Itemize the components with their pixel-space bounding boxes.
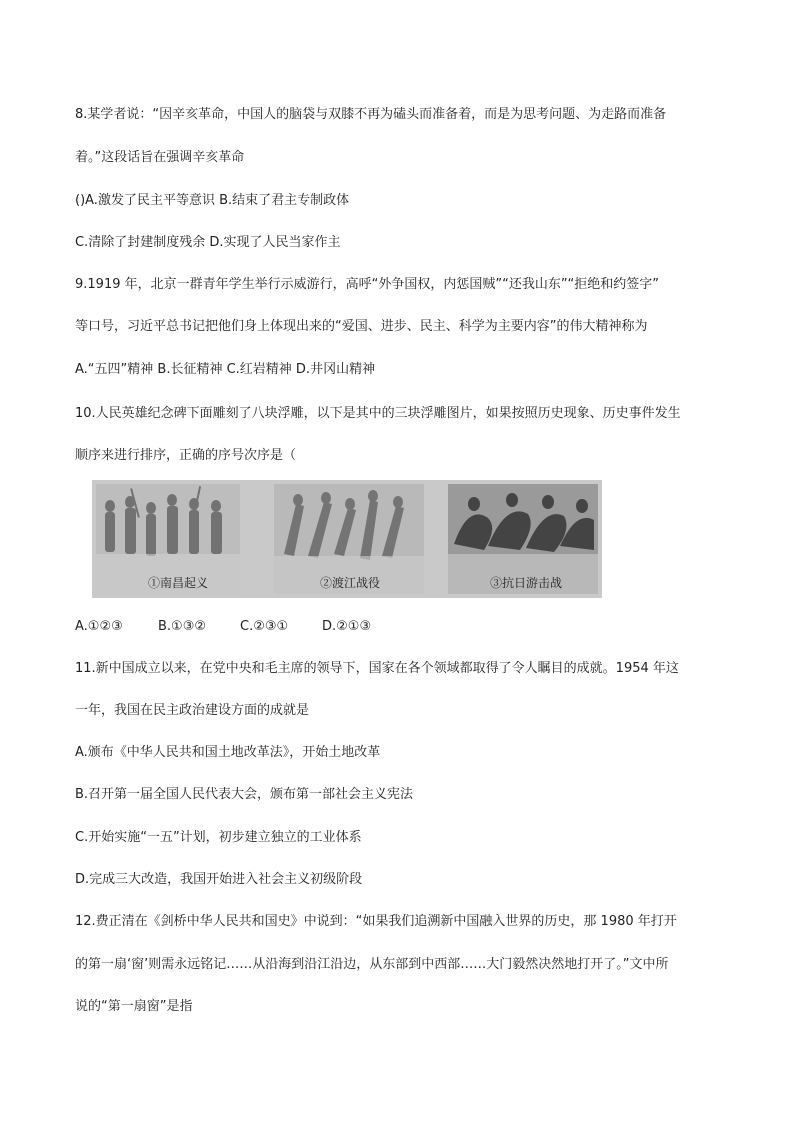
q11-text-line-1: 11.新中国成立以来，在党中央和毛主席的领导下，国家在各个领域都取得了令人瞩目的成就。1954 年这 bbox=[75, 661, 679, 676]
q8-text-line-2: 着。”这段话旨在强调辛亥革命 bbox=[75, 150, 245, 165]
q8-option-cd: C.清除了封建制度残余 D.实现了人民当家作主 bbox=[75, 235, 341, 250]
q11-option-a: A.颁布《中华人民共和国土地改革法》，开始土地改革 bbox=[75, 745, 381, 760]
relief-caption-1: ①南昌起义 bbox=[148, 576, 209, 590]
q10-option-c: C.②③① bbox=[240, 619, 289, 634]
q12-text-line-3: 说的“第一扇窗”是指 bbox=[75, 999, 193, 1014]
q11-option-b: B.召开第一届全国人民代表大会，颁布第一部社会主义宪法 bbox=[75, 787, 414, 802]
relief-nanchang-uprising bbox=[96, 484, 240, 594]
q10-option-a: A.①②③ bbox=[75, 619, 123, 634]
relief-anti-japanese-guerrilla bbox=[448, 484, 598, 594]
relief-caption-2: ②渡江战役 bbox=[320, 576, 381, 590]
q10-text-line-1: 10.人民英雄纪念碑下面雕刻了八块浮雕，以下是其中的三块浮雕图片，如果按照历史现象、历史事件发生 bbox=[75, 406, 681, 421]
relief-crossing-yangtze bbox=[274, 484, 424, 594]
q12-text-line-2: 的第一扇‘窗’则需永远铭记……从沿海到沿江沿边，从东部到中西部……大门毅然决然地打开了。”文中所 bbox=[75, 957, 669, 972]
q9-text-line-2: 等口号，习近平总书记把他们身上体现出来的“爱国、进步、民主、科学为主要内容”的伟大精神称为 bbox=[75, 319, 648, 334]
q11-option-c: C.开始实施“一五”计划，初步建立独立的工业体系 bbox=[75, 830, 362, 845]
q9-text-line-1: 9.1919 年，北京一群青年学生举行示威游行，高呼“外争国权，内惩国贼”“还我山东”“拒绝和约签字” bbox=[75, 277, 660, 292]
q11-option-d: D.完成三大改造，我国开始进入社会主义初级阶段 bbox=[75, 872, 363, 887]
q10-options bbox=[75, 618, 371, 636]
q10-option-b: B.①③② bbox=[158, 619, 207, 634]
relief-caption-3: ③抗日游击战 bbox=[490, 576, 563, 590]
q10-option-d: D.②①③ bbox=[322, 619, 372, 634]
q12-text-line-1: 12.费正清在《剑桥中华人民共和国史》中说到：“如果我们追溯新中国融入世界的历史，那 1980 年打开 bbox=[75, 914, 677, 929]
q9-options: A.“五四”精神 B.长征精神 C.红岩精神 D.井冈山精神 bbox=[75, 362, 376, 377]
q11-text-line-2: 一年，我国在民主政治建设方面的成就是 bbox=[75, 703, 310, 718]
q10-text-line-2: 顺序来进行排序，正确的序号次序是（ bbox=[75, 448, 297, 463]
relief-image-strip bbox=[92, 480, 602, 598]
q8-text-line-1: 8.某学者说：“因辛亥革命，中国人的脑袋与双膝不再为磕头而准备着，而是为思考问题、为走路而准备 bbox=[75, 107, 667, 122]
q8-option-ab: ()A.激发了民主平等意识 B.结束了君主专制政体 bbox=[75, 193, 350, 208]
